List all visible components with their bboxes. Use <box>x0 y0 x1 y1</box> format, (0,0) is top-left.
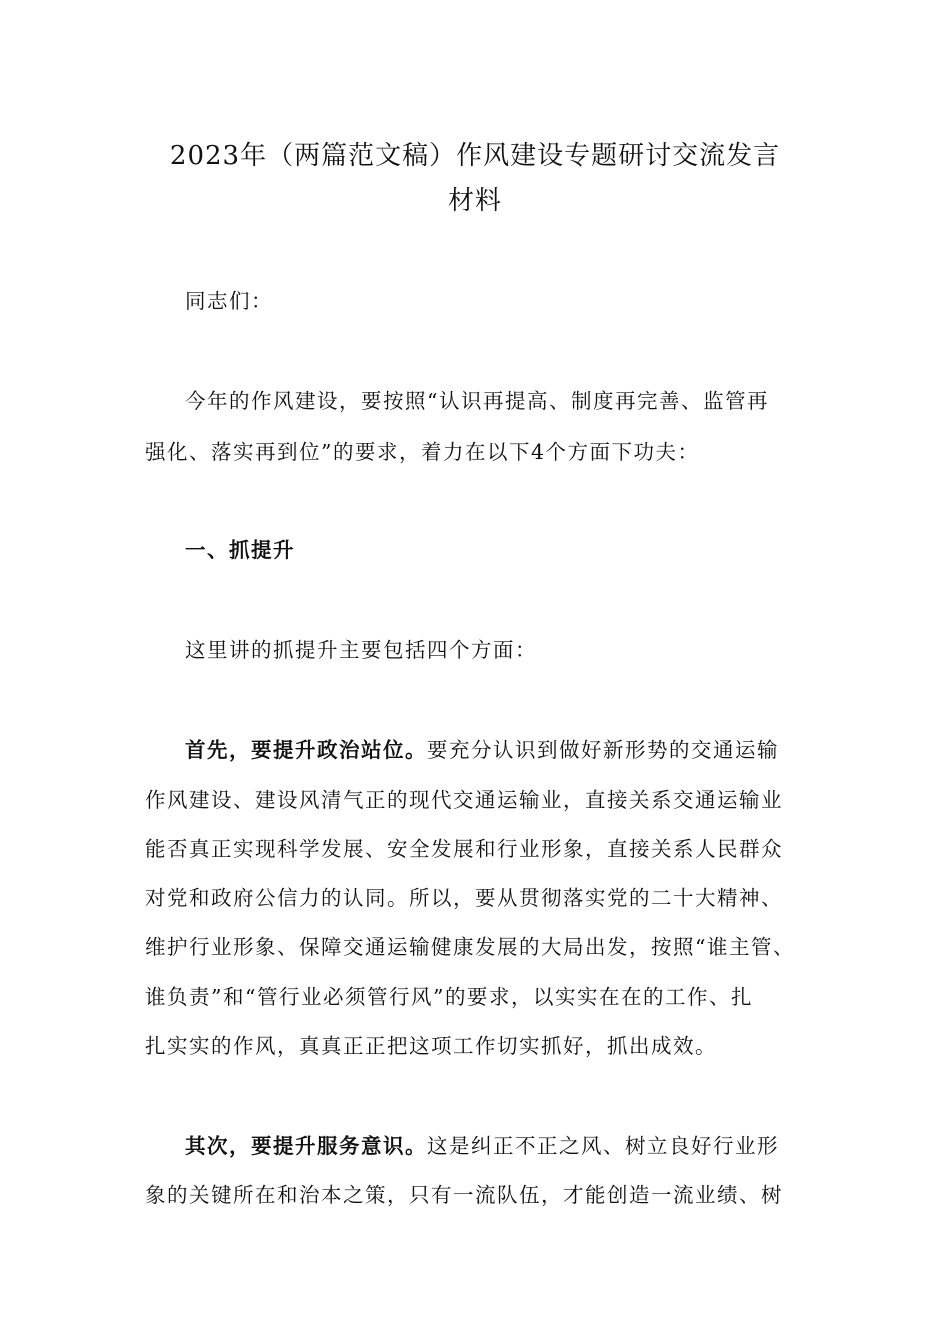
paragraph-2-lead: 其次，要提升服务意识。 <box>185 1134 427 1158</box>
paragraph-1-line: 作风建设、建设风清气正的现代交通运输业，直接关系交通运输业 <box>145 788 783 812</box>
intro-line-1: 今年的作风建设，要按照“认识再提高、制度再完善、监管再 <box>185 389 769 413</box>
document-title-line-1: 2023年（两篇范文稿）作风建设专题研讨交流发言 <box>169 141 781 171</box>
paragraph-2-line: 象的关键所在和治本之策，只有一流队伍，才能创造一流业绩、树 <box>145 1183 783 1207</box>
paragraph-1-line: 能否真正实现科学发展、安全发展和行业形象，直接关系人民群众 <box>145 837 783 861</box>
paragraph-1-line: 谁负责”和“管行业必须管行风”的要求，以实实在在的工作、扎 <box>145 985 753 1009</box>
paragraph-1-first-line <box>185 735 779 765</box>
paragraph-2-first-line <box>185 1131 779 1161</box>
greeting: 同志们： <box>185 289 273 313</box>
paragraph-1-line: 对党和政府公信力的认同。所以，要从贯彻落实党的二十大精神、 <box>145 886 783 910</box>
section-heading: 一、抓提升 <box>185 538 295 562</box>
section-intro: 这里讲的抓提升主要包括四个方面： <box>185 638 537 662</box>
document-title-line-2: 材料 <box>447 186 502 216</box>
paragraph-1-line: 扎实实的作风，真真正正把这项工作切实抓好，抓出成效。 <box>145 1034 717 1058</box>
paragraph-1-first-line-text: 要充分认识到做好新形势的交通运输 <box>427 738 779 762</box>
intro-line-2: 强化、落实再到位”的要求，着力在以下4个方面下功夫： <box>145 440 700 464</box>
paragraph-2-first-line-text: 这是纠正不正之风、树立良好行业形 <box>427 1134 779 1158</box>
paragraph-1-line: 维护行业形象、保障交通运输健康发展的大局出发，按照“谁主管、 <box>145 935 795 959</box>
paragraph-1-lead: 首先，要提升政治站位。 <box>185 738 427 762</box>
